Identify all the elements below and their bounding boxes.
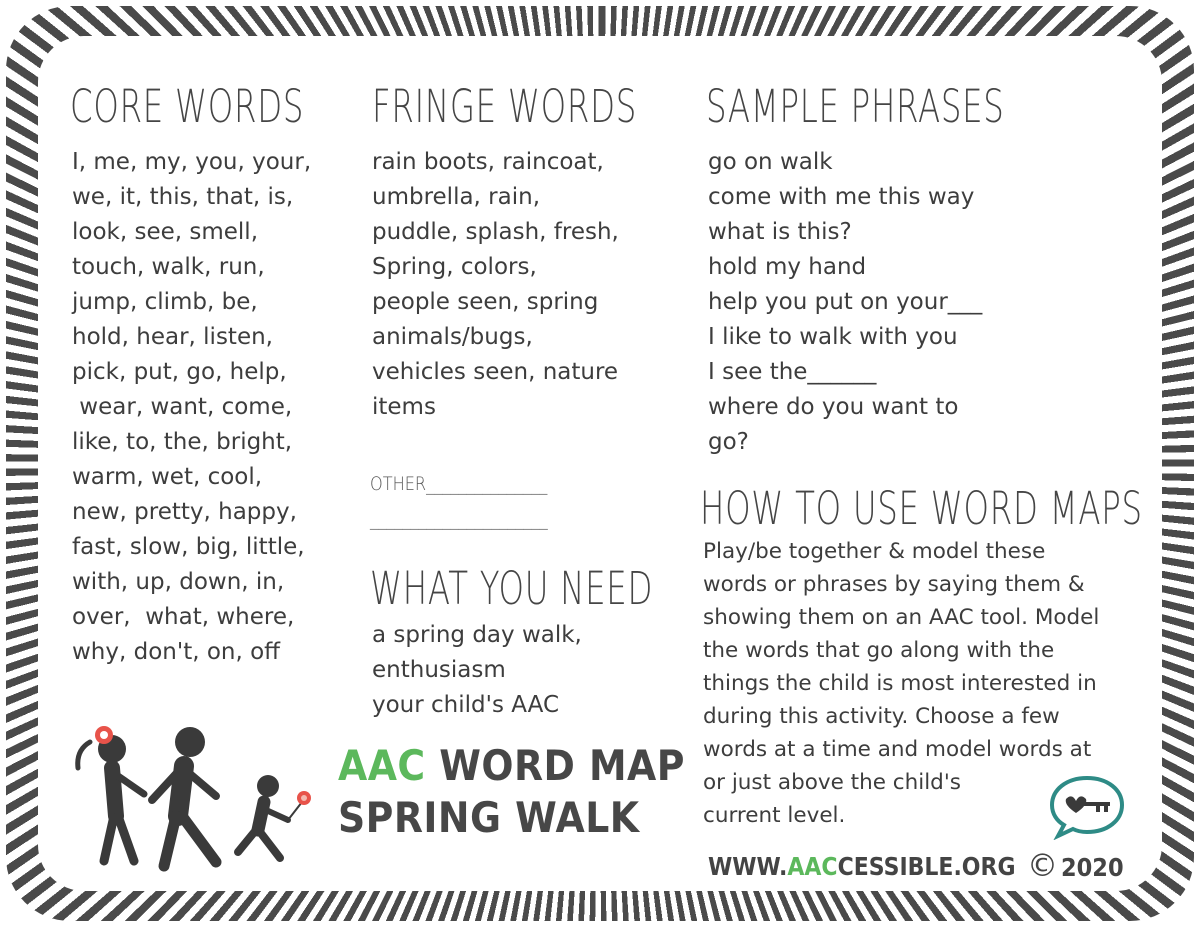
fringe-word-line: vehicles seen, nature xyxy=(372,359,619,385)
how-to-use-line: showing them on an AAC tool. Model xyxy=(703,605,1100,630)
core-word-line: fast, slow, big, little, xyxy=(72,534,305,560)
sample-phrase-line: go? xyxy=(708,429,749,455)
core-words-list xyxy=(72,145,311,670)
other-blank-line-2: ______________________ xyxy=(370,508,548,530)
url-accent: AAC xyxy=(787,852,838,881)
sample-phrase-line: come with me this way xyxy=(708,184,975,210)
core-word-line: why, don't, on, off xyxy=(72,639,281,665)
core-word-line: jump, climb, be, xyxy=(72,289,258,315)
sample-phrase-line: what is this? xyxy=(708,219,852,245)
core-word-line: hold, hear, listen, xyxy=(72,324,273,350)
child-leg-right xyxy=(260,832,280,858)
how-to-use-heading: HOW TO USE WORD MAPS xyxy=(700,482,1143,535)
website-url[interactable] xyxy=(708,852,1016,881)
sample-phrase-line: I see the______ xyxy=(708,359,877,385)
girl-leg-left xyxy=(104,816,114,861)
copyright-symbol: © xyxy=(1027,848,1058,884)
sample-phrase-line: where do you want to xyxy=(708,394,959,420)
adult-head xyxy=(175,727,205,757)
sample-phrases-list xyxy=(708,145,982,460)
how-to-use-line: or just above the child's xyxy=(703,770,961,795)
family-walking-illustration xyxy=(66,716,336,876)
key-speech-bubble-icon xyxy=(1046,774,1128,840)
core-word-line: with, up, down, in, xyxy=(72,569,285,595)
fringe-word-line: Spring, colors, xyxy=(372,254,537,280)
word-map-title-text: WORD MAP xyxy=(425,741,685,790)
girl-leg-right xyxy=(118,816,134,861)
fringe-word-line: animals/bugs, xyxy=(372,324,533,350)
what-you-need-list xyxy=(372,618,582,723)
url-suffix: CESSIBLE.ORG xyxy=(837,852,1016,881)
sample-phrase-line: hold my hand xyxy=(708,254,867,280)
aac-title-accent: AAC xyxy=(338,741,426,790)
core-word-line: over, what, where, xyxy=(72,604,295,630)
how-to-use-line: the words that go along with the xyxy=(703,638,1055,663)
adult-leg-right xyxy=(182,816,216,862)
girl-ponytail xyxy=(78,742,90,768)
sample-phrase-line: help you put on your___ xyxy=(708,289,983,315)
how-to-use-line: Play/be together & model these xyxy=(703,539,1046,564)
need-item-line: a spring day walk, xyxy=(372,622,582,648)
core-word-line: we, it, this, that, is, xyxy=(72,184,294,210)
flower-in-girl-hair xyxy=(95,726,113,744)
core-words-heading: CORE WORDS xyxy=(70,80,305,133)
how-to-use-line: things the child is most interested in xyxy=(703,671,1097,696)
core-word-line: wear, want, come, xyxy=(72,394,293,420)
fringe-word-line: items xyxy=(372,394,436,420)
spring-walk-title: SPRING WALK xyxy=(338,793,640,842)
what-you-need-heading: WHAT YOU NEED xyxy=(370,562,654,615)
core-word-line: pick, put, go, help, xyxy=(72,359,287,385)
child-body xyxy=(258,802,264,830)
how-to-use-text xyxy=(703,535,1099,832)
how-to-use-line: words or phrases by saying them & xyxy=(703,572,1085,597)
core-word-line: new, pretty, happy, xyxy=(72,499,297,525)
how-to-use-line: words at a time and model words at xyxy=(703,737,1092,762)
url-prefix: WWW. xyxy=(708,852,788,881)
child-head xyxy=(257,775,279,797)
fringe-word-line: umbrella, rain, xyxy=(372,184,541,210)
how-to-use-line: during this activity. Choose a few xyxy=(703,704,1060,729)
sample-phrases-heading: SAMPLE PHRASES xyxy=(706,80,1005,133)
how-to-use-line: current level. xyxy=(703,803,846,828)
core-word-line: warm, wet, cool, xyxy=(72,464,263,490)
fringe-words-heading: FRINGE WORDS xyxy=(372,80,638,133)
fringe-word-line: rain boots, raincoat, xyxy=(372,149,604,175)
flower-stem xyxy=(288,802,302,820)
adult-arm-right xyxy=(190,774,216,796)
child-arm xyxy=(266,810,288,820)
word-map-title xyxy=(338,741,685,790)
fringe-word-line: people seen, spring xyxy=(372,289,599,315)
fringe-words-list xyxy=(372,145,619,425)
core-word-line: touch, walk, run, xyxy=(72,254,265,280)
adult-leg-left xyxy=(164,816,176,866)
core-word-line: I, me, my, you, your, xyxy=(72,149,312,175)
sample-phrase-line: I like to walk with you xyxy=(708,324,958,350)
core-word-line: like, to, the, bright, xyxy=(72,429,293,455)
sample-phrase-line: go on walk xyxy=(708,149,833,175)
need-item-line: enthusiasm xyxy=(372,657,506,683)
other-blank-line: OTHER_______________ xyxy=(370,473,548,495)
copyright-year: 2020 xyxy=(1061,853,1124,882)
need-item-line: your child's AAC xyxy=(372,692,560,718)
child-leg-left xyxy=(238,830,256,852)
flower-in-child-hand xyxy=(297,791,311,805)
fringe-word-line: puddle, splash, fresh, xyxy=(372,219,619,245)
core-word-line: look, see, smell, xyxy=(72,219,259,245)
